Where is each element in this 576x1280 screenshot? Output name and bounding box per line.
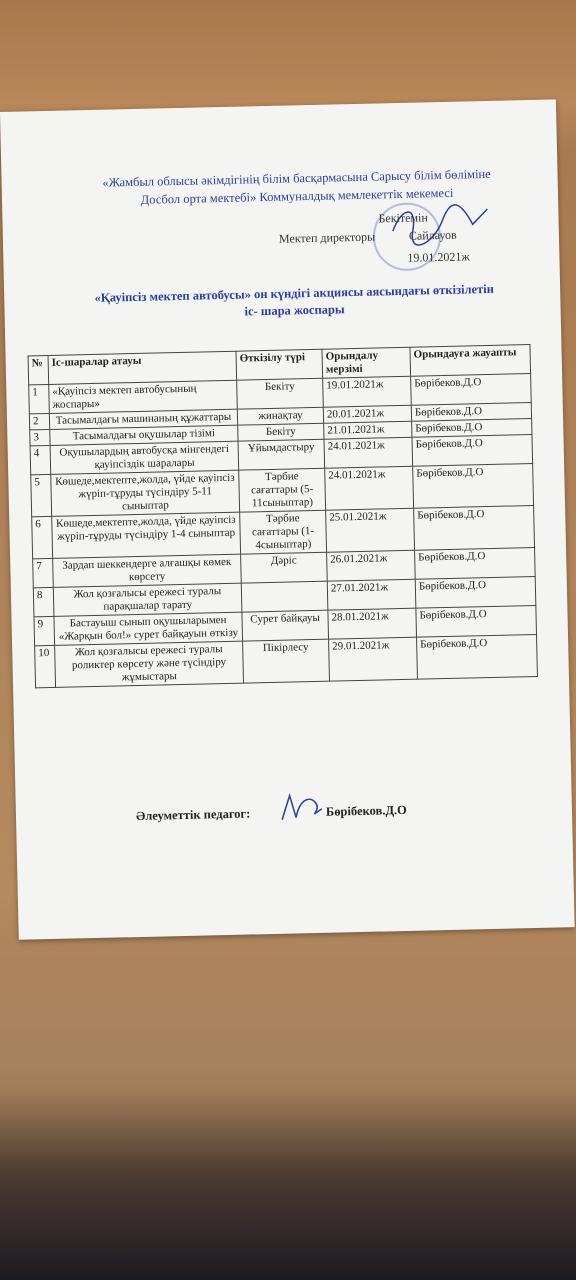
row-date: 24.01.2021ж — [325, 466, 414, 510]
row-activity: Тасымалдағы машинаның құжаттары — [49, 409, 237, 429]
row-date: 19.01.2021ж — [323, 376, 412, 407]
plan-title — [44, 280, 545, 325]
row-type — [241, 581, 328, 612]
row-date: 26.01.2021ж — [327, 550, 416, 581]
row-type: Дәріс — [241, 552, 328, 583]
social-pedagogue-name: Бөрібеков.Д.О — [325, 802, 407, 819]
approval-role: Мектеп директоры — [278, 229, 376, 246]
approval-date: 19.01.2021ж — [407, 249, 470, 265]
row-date: 24.01.2021ж — [324, 437, 413, 468]
document-sheet — [0, 99, 575, 939]
row-activity: Зардап шеккендерге алғашқы көмек көрсету — [53, 554, 242, 587]
approval-name: Сайлауов — [408, 227, 457, 243]
row-activity: Бастауыш сынып оқушыларымен «Жарқын бол!» сурет байқауын өткізу — [54, 612, 243, 645]
row-number: 10 — [35, 645, 56, 687]
row-type: Бекіту — [238, 423, 324, 441]
row-responsible: Бөрібеков.Д.О — [411, 403, 531, 422]
row-number: 8 — [33, 587, 54, 616]
row-number: 2 — [29, 413, 49, 429]
row-activity: Көшеде,мектепте,жолда, үйде қауіпсіз жүріп-тұруды түсіндіру 5-11 сыныптар — [51, 470, 240, 516]
row-responsible: Бөрібеков.Д.О — [417, 634, 538, 679]
table-surface-reflection — [0, 960, 576, 1160]
row-responsible: Бөрібеков.Д.О — [415, 547, 536, 579]
row-activity: Жол қозғалысы ережесі туралы роликтер көрсету және түсіндіру жұмыстары — [55, 641, 244, 687]
row-activity: Жол қозғалысы ережесі туралы парақшалар тарату — [53, 583, 242, 616]
row-number: 6 — [32, 516, 53, 558]
row-responsible: Бөрібеков.Д.О — [415, 576, 536, 608]
row-number: 4 — [30, 445, 51, 474]
pedagogue-signature — [275, 789, 326, 828]
row-number: 1 — [29, 384, 50, 413]
row-activity: «Қауіпсіз мектеп автобусының жоспары» — [49, 380, 238, 413]
signature-footer — [135, 800, 516, 824]
row-date: 21.01.2021ж — [324, 421, 412, 439]
activity-plan-table — [28, 344, 538, 688]
row-type: Ұйымдастыру — [238, 439, 325, 470]
row-type: Сурет байқауы — [242, 610, 329, 641]
approval-word: Бекітемін — [378, 210, 428, 226]
row-number: 9 — [34, 616, 55, 645]
header-line-2: Досбол орта мектебі» Коммуналдық мемлекеттік мекемесі — [140, 185, 454, 207]
row-responsible: Бөрібеков.Д.О — [412, 435, 533, 467]
row-number: 5 — [31, 474, 52, 516]
row-date: 20.01.2021ж — [323, 405, 411, 423]
row-responsible: Бөрібеков.Д.О — [413, 464, 534, 509]
row-type: Тәрбие сағаттары (5-11сыныптар) — [239, 468, 326, 512]
col-header-activity: Іс-шаралар атауы — [48, 351, 237, 384]
row-responsible: Бөрібеков.Д.О — [412, 419, 532, 438]
header-line-1: «Жамбыл облысы әкімдігінің білім басқармасына Сарысу білім бөліміне — [102, 166, 491, 190]
social-pedagogue-label: Әлеуметтік педагог: — [135, 806, 251, 824]
row-activity: Тасымалдағы оқушылар тізімі — [50, 425, 238, 445]
row-date: 28.01.2021ж — [328, 608, 417, 639]
row-type: Бекіту — [237, 378, 324, 409]
row-date: 27.01.2021ж — [327, 579, 416, 610]
row-activity: Көшеде,мектепте,жолда, үйде қауіпсіз жүріп-тұруды түсіндіру 1-4 сыныптар — [52, 512, 241, 558]
row-responsible: Бөрібеков.Д.О — [411, 374, 532, 406]
row-number: 3 — [30, 429, 50, 445]
col-header-date: Орындалу мерзімі — [322, 347, 411, 378]
row-date: 25.01.2021ж — [326, 508, 415, 552]
row-type: жинақтау — [237, 407, 323, 425]
approval-block — [272, 208, 533, 274]
row-responsible: Бөрібеков.Д.О — [416, 605, 537, 637]
row-type: Тәрбие сағаттары (1-4сыныптар) — [240, 510, 327, 554]
col-header-responsible: Орындауға жауапты — [410, 345, 531, 377]
row-number: 7 — [33, 558, 54, 587]
row-responsible: Бөрібеков.Д.О — [414, 505, 535, 550]
title-line-2: іс- шара жоспары — [244, 302, 345, 319]
col-header-number: № — [28, 355, 49, 384]
row-activity: Оқушылардың автобусқа мінгендегі қауіпсіздік шаралары — [50, 441, 239, 474]
row-type: Пікірлесу — [243, 639, 330, 683]
title-line-1: «Қауіпсіз мектеп автобусы» он күндігі акциясы аясындағы өткізілетін — [94, 281, 495, 305]
col-header-type: Өткізілу түрі — [236, 349, 323, 380]
row-date: 29.01.2021ж — [329, 637, 418, 681]
